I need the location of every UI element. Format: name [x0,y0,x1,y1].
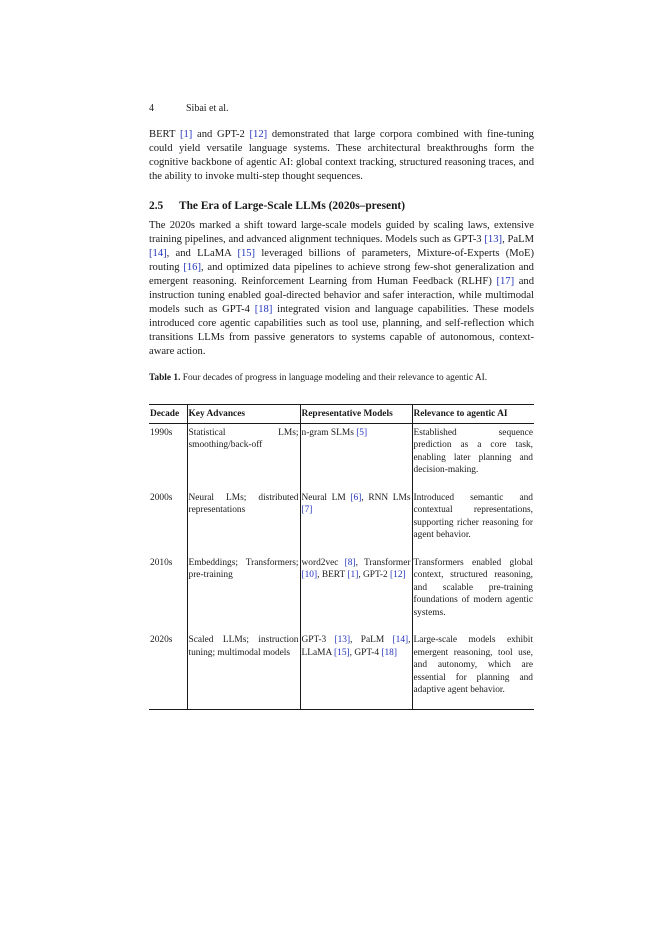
cell-relevance: Established sequence prediction as a core task, enabling later planning and decision-making. [413,427,533,475]
cell-decade: 1990s [149,423,187,489]
citation-link[interactable]: [8] [344,557,356,568]
paragraph-llm-era: The 2020s marked a shift toward large-scale models guided by scaling laws, extensive training pipelines, and advanced alignment techniques. Models such as GPT-3 [13], PaLM [14], and LLaMA [15] leveraged billions of parameters, Mixture-of-Experts (MoE) routing [16], and optimized data pipelines to achieve strong few-shot generalization and emergent reasoning. Reinforcement Learning from Human Feedback (RLHF) [17] and instruction tuning enabled goal-directed behavior and safer interaction, while multimodal models such as GPT-4 [18] integrated vision and language capabilities. These models introduced core agentic capabilities such as tool use, planning, and self-reflection which transitions LLMs from passive generators to systems capable of autonomous, context-aware action. [149,220,535,357]
cell-models: Neural LM [6], RNN LMs [7] [300,489,412,554]
table-row [149,631,534,709]
cell-decade: 2000s [149,489,187,554]
table-header-row [149,405,534,424]
cell-models: GPT-3 [13], PaLM [14], LLaMA [15], GPT-4 [18] [300,631,412,709]
citation-link[interactable]: [15] [237,248,256,259]
table-row [149,489,534,554]
citation-link[interactable]: [12] [249,129,268,140]
citation-link[interactable]: [15] [334,647,350,658]
section-title: The Era of Large-Scale LLMs (2020s–present) [179,200,405,212]
cell-models: n-gram SLMs [5] [300,423,412,489]
citation-link[interactable]: [7] [301,505,313,515]
citation-link[interactable]: [5] [356,427,368,438]
citation-link[interactable]: [6] [350,492,362,503]
citation-link[interactable]: [1] [347,570,359,580]
table-row [149,423,534,489]
cell-models: word2vec [8], Transformer [10], BERT [1], GPT-2 [12] [300,554,412,632]
citation-link[interactable]: [18] [381,647,397,658]
citation-link[interactable]: [1] [179,129,193,140]
running-head-authors: Sibai et al. [186,103,229,114]
citation-link[interactable]: [13] [484,234,503,245]
citation-link[interactable]: [12] [390,570,406,580]
citation-link[interactable]: [18] [254,304,273,315]
table-caption-label: Table 1. [149,373,181,383]
citation-link[interactable]: [13] [334,635,351,645]
header-decade: Decade [149,405,187,424]
section-number: 2.5 [149,200,164,212]
cell-advances: Embeddings; Transformers; pre-training [187,554,300,632]
citation-link[interactable]: [10] [301,570,318,580]
cell-decade: 2010s [149,554,187,632]
cell-relevance: Transformers enabled global context, structured reasoning, and scalable pre-training foundations of modern agentic systems. [413,557,533,618]
header-representative-models: Representative Models [300,405,412,424]
paragraph-intro: BERT [1] and GPT-2 [12] demonstrated that large corpora combined with fine-tuning could yield versatile language systems. These architectural breakthroughs form the cognitive backbone of agentic AI: global context tracking, structured reasoning traces, and the ability to invoke multi-step thought sequences. [149,129,534,182]
running-header [149,103,229,114]
cell-relevance: Introduced semantic and contextual representations, supporting richer reasoning for agent behavior. [413,492,533,540]
citation-link[interactable]: [14] [392,635,409,645]
table-caption [149,372,534,385]
cell-advances: Statistical LMs; smoothing/back-off [187,423,300,489]
citation-link[interactable]: [16] [183,262,201,273]
citation-link[interactable]: [14] [149,248,167,259]
table-row [149,554,534,632]
cell-advances: Neural LMs; distributed representations [187,489,300,554]
cell-decade: 2020s [149,631,187,709]
header-relevance: Relevance to agentic AI [413,409,508,419]
cell-relevance: Large-scale models exhibit emergent reasoning, tool use, and autonomy, which are essential for planning and adaptive agent behavior. [413,635,533,695]
header-key-advances: Key Advances [187,405,300,424]
decades-table [149,404,534,710]
table-caption-text: Four decades of progress in language modeling and their relevance to agentic AI. [180,373,488,383]
page-number: 4 [149,103,154,114]
section-heading [149,200,405,212]
cell-advances: Scaled LLMs; instruction tuning; multimodal models [187,631,300,709]
citation-link[interactable]: [17] [496,276,515,287]
